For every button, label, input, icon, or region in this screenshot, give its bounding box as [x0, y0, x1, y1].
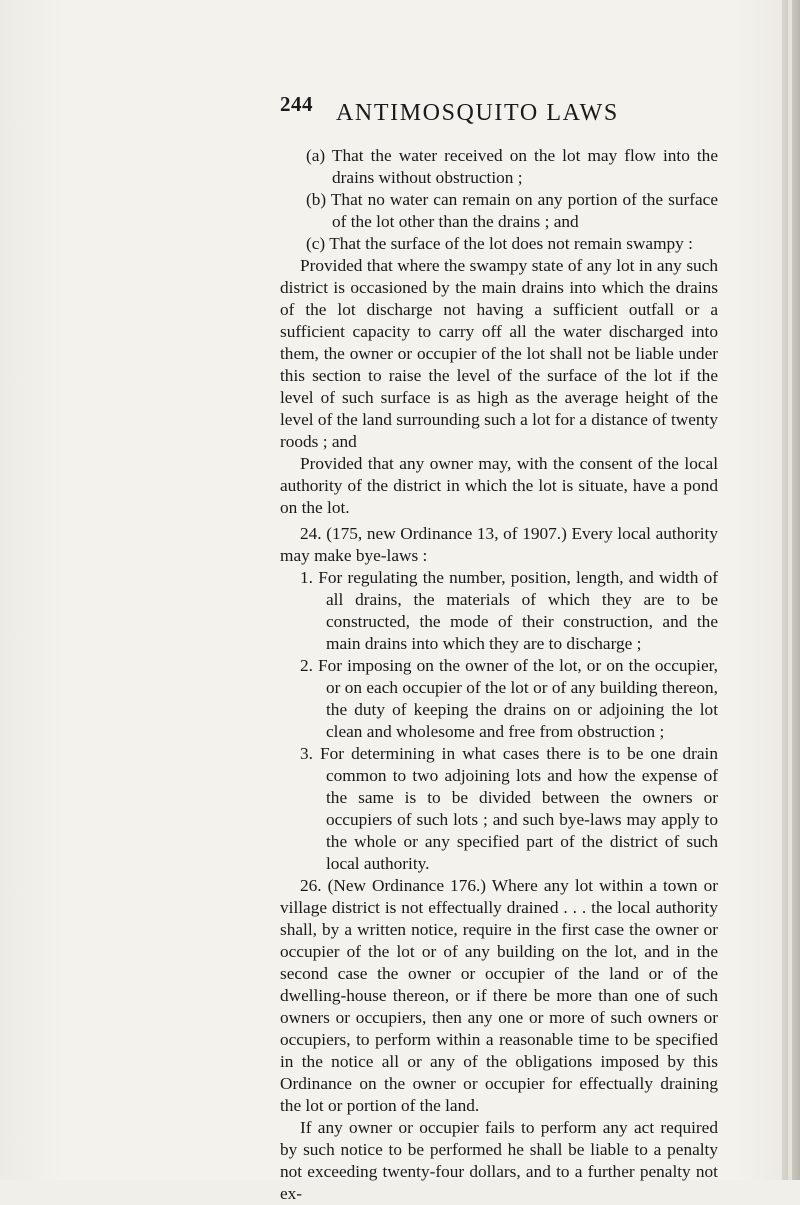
- clause-c: (c) That the surface of the lot does not remain swampy :: [306, 234, 693, 253]
- section-26-body: 26. (New Ordinance 176.) Where any lot within a town or village district is not effectually drained . . . the local authority shall, by a written notice, require in the first case the owner or occupier of the lot or of any building on the lot, and in the second case the owner or occupier of the land or of the dwelling-house thereon, or if there be more than one of such owners or occupiers, then any one or more of such owners or occupiers, to perform within a reasonable time to be specified in the notice all or any of the obligations imposed by this Ordinance on the owner or occupier for effectually draining the lot or portion of the land.: [280, 876, 718, 1115]
- section-24-item: 1. For regulating the number, position, length, and width of all drains, the materials of which they are to be constructed, the mode of their construction, and the main drains into which they are to discharge ;: [300, 568, 718, 653]
- page-edge: [782, 0, 800, 1180]
- proviso-second: Provided that any owner may, with the consent of the local authority of the district in which the lot is situate, have a pond on the lot.: [280, 454, 718, 517]
- section-24-heading: 24. (175, new Ordinance 13, of 1907.) Every local authority may make bye-laws :: [280, 524, 718, 565]
- running-head: ANTIMOSQUITO LAWS: [336, 100, 619, 126]
- section-26-penalty: If any owner or occupier fails to perform any act required by such notice to be performed he shall be liable to a penalty not exceeding twenty-four dollars, and to a further penalty not ex-: [280, 1118, 718, 1203]
- section-24-item: 3. For determining in what cases there is to be one drain common to two adjoining lots and how the expense of the same is to be divided between the owners or occupiers of such lots ; and such bye-laws may apply to the whole or any specified part of the district of such local authority.: [300, 744, 718, 873]
- clause-a: (a) That the water received on the lot may flow into the drains without obstruction ;: [306, 146, 718, 187]
- proviso-first: Provided that where the swampy state of any lot in any such district is occasioned by the main drains into which the drains of the lot discharge not having a sufficient outfall or a sufficient capacity to carry off all the water discharged into them, the owner or occupier of the lot shall not be liable under this section to raise the level of the surface of the lot if the level of such surface is as high as the average height of the level of the land surrounding such a lot for a distance of twenty roods ; and: [280, 256, 718, 451]
- page-number: 244: [280, 92, 313, 116]
- section-24-item: 2. For imposing on the owner of the lot, or on the occupier, or on each occupier of the lot or of any building thereon, the duty of keeping the drains on or adjoining the lot clean and wholesome and free from obstruction ;: [300, 656, 718, 741]
- clause-b: (b) That no water can remain on any portion of the surface of the lot other than the drains ; and: [306, 190, 718, 231]
- body-text: [280, 145, 718, 1205]
